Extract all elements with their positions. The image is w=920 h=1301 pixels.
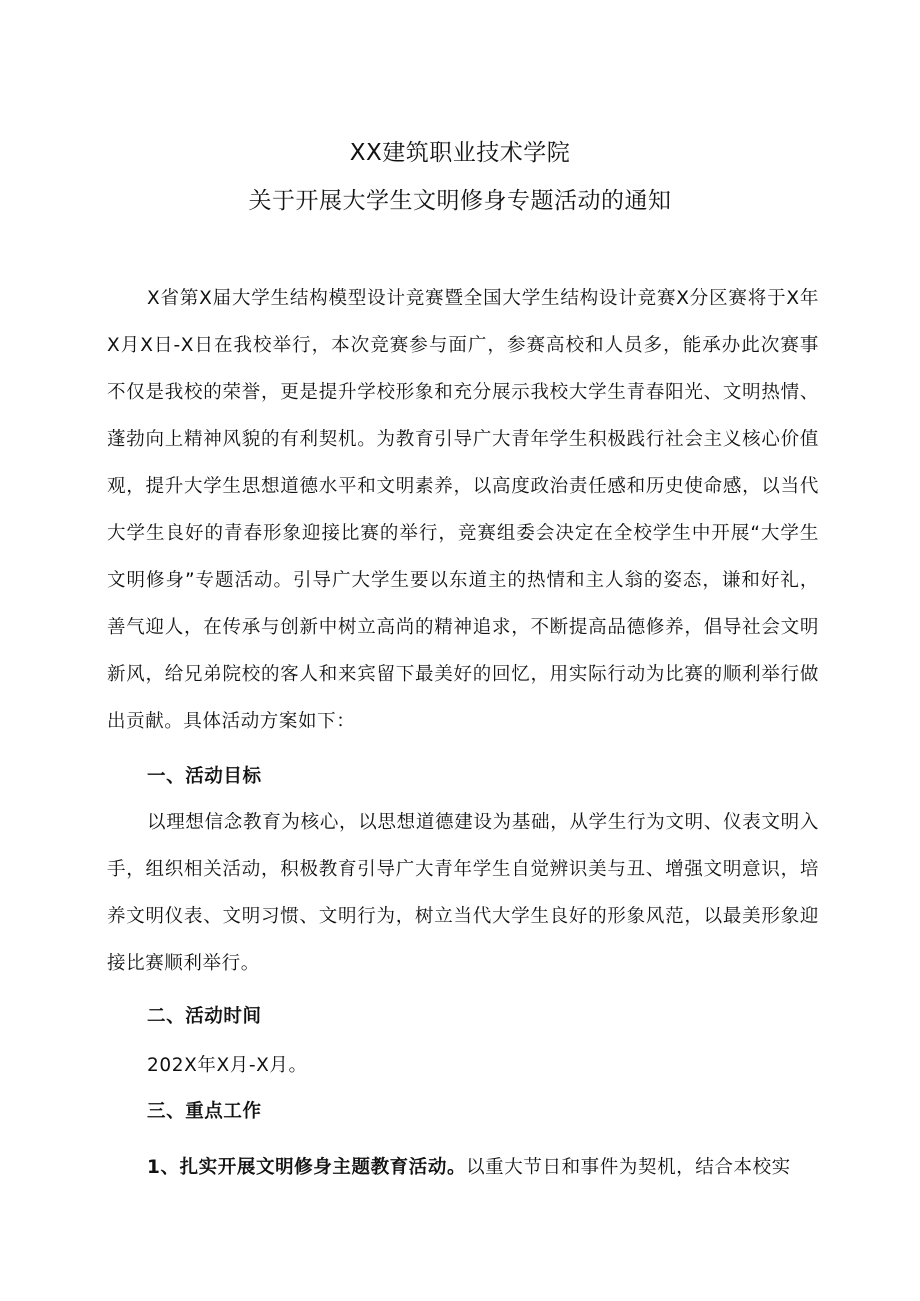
- section-time-text: 202X年X月-X月。: [147, 1055, 308, 1076]
- section-heading-time: 二、活动时间: [147, 1006, 262, 1027]
- section-heading-key-work: 三、重点工作: [147, 1101, 262, 1122]
- key-work-item-1: [147, 1153, 827, 1183]
- section-goal-text: 以理想信念教育为核心，以思想道德建设为基础，从学生行为文明、仪表文明入手，组织相关活动，积极教育引导广大青年学生自觉辨识美与丑、增强文明意识，培养文明仪表、文明习惯、文明行为，树立当代大学生良好的形象风范，以最美形象迎接比赛顺利举行。: [107, 812, 819, 974]
- key-work-item-1-title: 1、扎实开展文明修身主题教育活动。: [147, 1157, 467, 1178]
- document-title-notice: 关于开展大学生文明修身专题活动的通知: [248, 188, 672, 214]
- key-work-item-1-text: 以重大节日和事件为契机，结合本校实: [466, 1157, 791, 1178]
- document-title-school: XX建筑职业技术学院: [349, 140, 571, 166]
- section-heading-goal: 一、活动目标: [147, 766, 262, 787]
- intro-paragraph: X省第X届大学生结构模型设计竞赛暨全国大学生结构设计竞赛X分区赛将于X年X月X日-X日在我校举行，本次竞赛参与面广，参赛高校和人员多，能承办此次赛事不仅是我校的荣誉，更是提升学校形象和充分展示我校大学生青春阳光、文明热情、蓬勃向上精神风貌的有利契机。为教育引导广大青年学生积极践行社会主义核心价值观，提升大学生思想道德水平和文明素养，以高度政治责任感和历史使命感，以当代大学生良好的青春形象迎接比赛的举行，竞赛组委会决定在全校学生中开展“大学生文明修身”专题活动。引导广大学生要以东道主的热情和主人翁的姿态，谦和好礼，善气迎人，在传承与创新中树立高尚的精神追求，不断提高品德修养，倡导社会文明新风，给兄弟院校的客人和来宾留下最美好的回忆，用实际行动为比赛的顺利举行做出贡献。具体活动方案如下：: [107, 288, 819, 732]
